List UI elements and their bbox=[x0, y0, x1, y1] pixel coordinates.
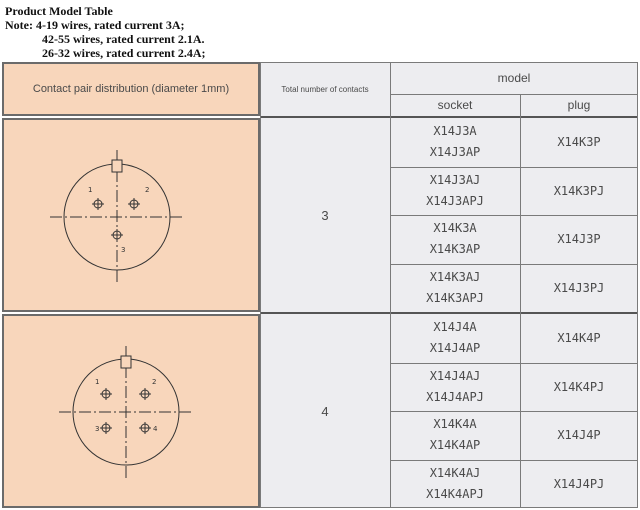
contact-count-3: 3 bbox=[321, 207, 329, 223]
socket-model: X14J4AP bbox=[429, 341, 481, 355]
socket-model: X14K4A bbox=[433, 417, 477, 431]
diagram-cell-4-contacts bbox=[2, 314, 260, 508]
pin-label-4: 4 bbox=[153, 425, 158, 433]
plug-model: X14K4P bbox=[557, 331, 601, 346]
count-cell-3 bbox=[260, 118, 390, 312]
diagram-cell-3-contacts bbox=[2, 118, 260, 312]
header-socket-label: socket bbox=[437, 98, 473, 112]
plug-model: X14J4P bbox=[557, 428, 601, 443]
socket-model: X14J3APJ bbox=[426, 193, 484, 208]
header-plug-label: plug bbox=[567, 98, 591, 112]
socket-model: X14J4A bbox=[433, 320, 477, 334]
count-cell-4 bbox=[260, 314, 390, 508]
header-model bbox=[390, 62, 638, 94]
model-rows-group-3 bbox=[390, 118, 638, 312]
header-total-contacts-label: Total number of contacts bbox=[281, 84, 369, 94]
socket-model: X14J4AJ bbox=[429, 368, 481, 383]
plug-model: X14K3P bbox=[557, 135, 601, 150]
note-line-3: 26-32 wires, rated current 2.4A; bbox=[42, 46, 206, 60]
pin-label-1: 1 bbox=[95, 378, 100, 386]
header-contact-distribution bbox=[2, 62, 260, 116]
socket-model: X14K4AP bbox=[429, 438, 481, 452]
plug-model: X14J3PJ bbox=[553, 280, 605, 295]
contact-count-4: 4 bbox=[321, 403, 329, 419]
socket-model: X14K4AJ bbox=[429, 465, 481, 480]
socket-model: X14J4APJ bbox=[426, 389, 484, 404]
socket-model: X14J3AP bbox=[429, 145, 481, 159]
pin-label-2: 2 bbox=[145, 186, 150, 194]
product-model-table bbox=[2, 62, 638, 508]
socket-model: X14K3AJ bbox=[429, 269, 481, 284]
note-line-1: Note: 4-19 wires, rated current 3A; bbox=[5, 18, 185, 32]
plug-model: X14K3PJ bbox=[553, 183, 605, 198]
socket-model: X14K3AP bbox=[429, 242, 481, 256]
socket-model: X14J3A bbox=[433, 124, 477, 138]
plug-model: X14K4PJ bbox=[553, 379, 605, 394]
pin-label-3: 3 bbox=[95, 425, 100, 433]
socket-model: X14K3APJ bbox=[426, 290, 484, 305]
plug-model: X14J4PJ bbox=[553, 476, 605, 491]
plug-model: X14J3P bbox=[557, 232, 601, 247]
model-rows-group-4 bbox=[390, 314, 638, 508]
header-socket bbox=[390, 94, 520, 116]
header-total-contacts bbox=[260, 62, 390, 116]
pin-label-1: 1 bbox=[88, 186, 93, 194]
header-contact-distribution-label: Contact pair distribution (diameter 1mm) bbox=[32, 83, 230, 95]
pin-label-3: 3 bbox=[121, 246, 126, 254]
socket-model: X14K3A bbox=[433, 221, 477, 235]
notes-block bbox=[5, 4, 206, 60]
table-title: Product Model Table bbox=[5, 4, 113, 18]
pin-label-2: 2 bbox=[152, 378, 157, 386]
contact-diagram-4 bbox=[4, 316, 258, 506]
header-model-label: model bbox=[497, 71, 531, 85]
header-plug bbox=[520, 94, 638, 116]
socket-model: X14K4APJ bbox=[426, 486, 484, 501]
socket-model: X14J3AJ bbox=[429, 172, 481, 187]
contact-diagram-3 bbox=[4, 120, 258, 310]
note-line-2: 42-55 wires, rated current 2.1A. bbox=[42, 32, 205, 46]
